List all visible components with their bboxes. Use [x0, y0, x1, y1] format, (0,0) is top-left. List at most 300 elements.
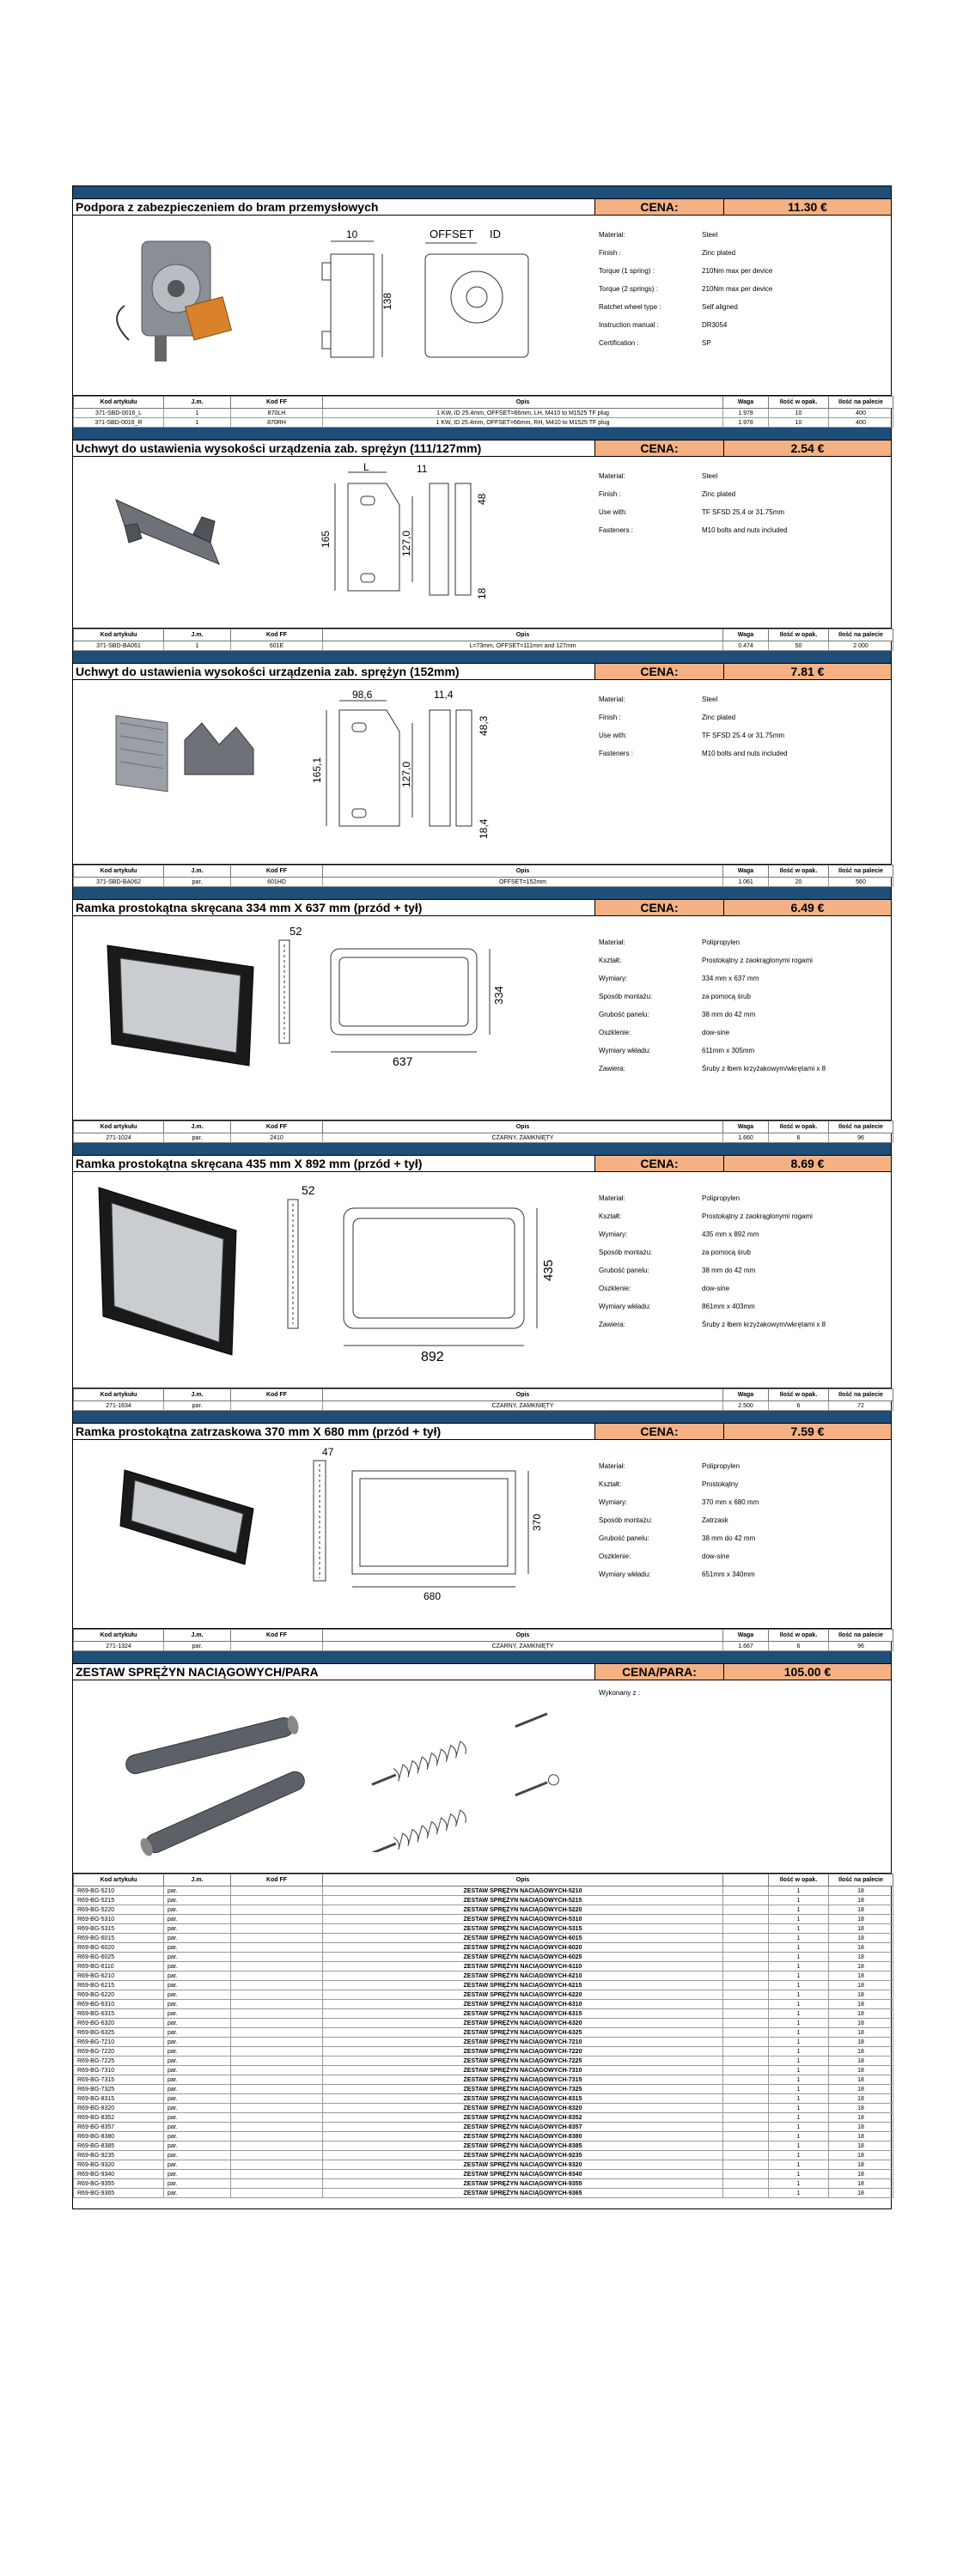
table-cell: 1 — [769, 2104, 829, 2113]
table-cell: ZESTAW SPRĘŻYN NACIĄGOWYCH-8315 — [323, 2094, 723, 2104]
table-cell: 18 — [829, 2066, 893, 2075]
spec-value: Steel — [702, 472, 718, 480]
table-row — [74, 1886, 893, 1896]
table-cell: 1 KW, ID 25.4mm, OFFSET=66mm, RH, M410 to M1525 TF plug — [323, 418, 723, 428]
spec-row — [599, 1189, 891, 1207]
spec-key: Wymiary: — [599, 1498, 628, 1506]
spec-value: M10 bolts and nuts included — [702, 526, 788, 534]
spec-row — [599, 987, 891, 1005]
spec-key: Use with: — [599, 508, 627, 516]
table-cell: 1.978 — [723, 418, 769, 428]
table-cell: ZESTAW SPRĘŻYN NACIĄGOWYCH-6025 — [323, 1953, 723, 1962]
spec-row — [599, 708, 891, 726]
table-cell — [723, 2057, 769, 2066]
table-cell — [231, 2160, 323, 2170]
table-row — [74, 2019, 893, 2028]
table-cell — [723, 2113, 769, 2123]
table-cell: par. — [164, 1953, 231, 1962]
spec-list — [599, 467, 891, 539]
table-cell: 1 — [769, 2009, 829, 2019]
table-cell — [723, 1896, 769, 1905]
table-cell — [723, 2075, 769, 2085]
table-cell: 18 — [829, 2019, 893, 2028]
table-cell: 18 — [829, 1915, 893, 1924]
item-table — [73, 1121, 893, 1143]
product-body — [73, 216, 891, 396]
table-cell: ZESTAW SPRĘŻYN NACIĄGOWYCH-9365 — [323, 2189, 723, 2198]
col-header: J.m. — [164, 1121, 231, 1133]
col-header: J.m. — [164, 1389, 231, 1401]
table-cell — [231, 2085, 323, 2094]
table-cell: par. — [164, 2123, 231, 2132]
product-body — [73, 1440, 891, 1629]
table-cell: ZESTAW SPRĘŻYN NACIĄGOWYCH-8385 — [323, 2142, 723, 2151]
table-cell: ZESTAW SPRĘŻYN NACIĄGOWYCH-6215 — [323, 1981, 723, 1990]
price-value: 7.81 € — [723, 664, 891, 679]
table-row — [74, 1915, 893, 1924]
spec-key: Wykonany z : — [599, 1689, 640, 1697]
table-row — [74, 1943, 893, 1953]
table-header — [74, 397, 893, 409]
spec-value: SP — [702, 339, 711, 347]
table-cell — [723, 2009, 769, 2019]
spec-key: Sposób montażu: — [599, 1516, 653, 1524]
product-header — [73, 663, 891, 680]
spec-key: Instruction manual : — [599, 321, 659, 329]
dim-label: 52 — [302, 1183, 315, 1197]
col-header: Ilość w opak. — [769, 1630, 829, 1642]
table-row — [74, 2038, 893, 2047]
table-cell: 1 — [769, 2038, 829, 2047]
table-row — [74, 1981, 893, 1990]
table-row — [74, 1905, 893, 1915]
technical-drawing — [288, 462, 563, 625]
table-cell: ZESTAW SPRĘŻYN NACIĄGOWYCH-7225 — [323, 2057, 723, 2066]
section-band — [73, 428, 891, 440]
product-photo — [107, 474, 245, 577]
spec-key: Oszklenie: — [599, 1029, 631, 1036]
table-cell: 1 — [769, 2066, 829, 2075]
table-cell: R69-BG-6220 — [74, 1990, 164, 2000]
col-header: Ilość w opak. — [769, 1874, 829, 1886]
spec-key: Ratchet wheel type : — [599, 303, 661, 311]
spec-value: 861mm x 403mm — [702, 1303, 755, 1310]
table-cell: ZESTAW SPRĘŻYN NACIĄGOWYCH-7325 — [323, 2085, 723, 2094]
table-cell: par. — [164, 2028, 231, 2038]
spec-key: Certification : — [599, 339, 639, 347]
table-cell — [723, 2151, 769, 2160]
table-cell — [723, 2066, 769, 2075]
table-cell: ZESTAW SPRĘŻYN NACIĄGOWYCH-8357 — [323, 2123, 723, 2132]
product-header — [73, 1155, 891, 1172]
spec-row — [599, 280, 891, 298]
table-cell: 271-1324 — [74, 1642, 164, 1651]
table-cell: 18 — [829, 2009, 893, 2019]
table-cell: R69-BG-6315 — [74, 2009, 164, 2019]
table-row — [74, 1896, 893, 1905]
spec-value: 38 mm do 42 mm — [702, 1011, 756, 1018]
table-row — [74, 418, 893, 428]
table-cell: R69-BG-6210 — [74, 1971, 164, 1981]
spec-row — [599, 1529, 891, 1547]
spec-value: Śruby z łbem krzyżakowym/wkrętami x 8 — [702, 1065, 826, 1072]
table-cell: ZESTAW SPRĘŻYN NACIĄGOWYCH-6310 — [323, 2000, 723, 2009]
spec-value: Self aligned — [702, 303, 738, 311]
table-row — [74, 2160, 893, 2170]
table-cell: par. — [164, 1133, 231, 1143]
table-cell: 18 — [829, 1886, 893, 1896]
table-cell — [723, 1971, 769, 1981]
table-cell: R69-BG-9355 — [74, 2179, 164, 2189]
table-cell: 1 — [769, 1971, 829, 1981]
table-cell: R69-BG-6015 — [74, 1934, 164, 1943]
table-cell — [723, 2094, 769, 2104]
table-cell: 1 — [769, 1934, 829, 1943]
product-photo — [90, 224, 262, 379]
table-cell — [231, 1962, 323, 1971]
table-cell: 1 — [769, 1886, 829, 1896]
spec-row — [599, 1297, 891, 1315]
col-header: J.m. — [164, 866, 231, 878]
technical-drawing — [296, 1445, 571, 1608]
table-cell: ZESTAW SPRĘŻYN NACIĄGOWYCH-5210 — [323, 1886, 723, 1896]
col-header: Kod FF — [231, 1121, 323, 1133]
table-cell: 1 — [769, 2160, 829, 2170]
spec-row — [599, 1493, 891, 1511]
table-cell: R69-BG-9365 — [74, 2189, 164, 2198]
table-cell — [231, 1642, 323, 1651]
table-cell — [723, 2019, 769, 2028]
dim-label: 138 — [381, 292, 393, 310]
table-cell — [723, 1990, 769, 2000]
col-header: Kod FF — [231, 629, 323, 641]
sheet-footer-space — [73, 2198, 891, 2208]
dim-label: 334 — [492, 986, 505, 1005]
table-cell: 1 — [769, 2132, 829, 2142]
table-row — [74, 1642, 893, 1651]
table-cell: 1 — [769, 1896, 829, 1905]
col-header: Kod artykułu — [74, 397, 164, 409]
table-row — [74, 2094, 893, 2104]
spec-key: Oszklenie: — [599, 1552, 631, 1560]
table-cell: R69-BG-9320 — [74, 2160, 164, 2170]
table-cell: par. — [164, 1962, 231, 1971]
table-cell: 18 — [829, 1934, 893, 1943]
table-cell: 18 — [829, 1981, 893, 1990]
col-header: Waga — [723, 629, 769, 641]
table-cell — [231, 2066, 323, 2075]
table-cell — [723, 1943, 769, 1953]
spec-value: za pomocą śrub — [702, 993, 751, 1000]
spec-key: Grubość panelu: — [599, 1267, 649, 1274]
table-cell: par. — [164, 2009, 231, 2019]
table-cell: par. — [164, 2160, 231, 2170]
spec-value: Zinc plated — [702, 714, 736, 721]
table-cell: ZESTAW SPRĘŻYN NACIĄGOWYCH-7210 — [323, 2038, 723, 2047]
product-photo — [107, 697, 262, 800]
table-cell: CZARNY, ZAMKNIĘTY — [323, 1401, 723, 1411]
table-cell: 2 000 — [829, 641, 893, 651]
table-cell — [231, 2132, 323, 2142]
table-cell — [231, 1953, 323, 1962]
table-cell — [231, 1905, 323, 1915]
dim-label: 47 — [322, 1446, 334, 1458]
section-band — [73, 887, 891, 899]
table-cell: 18 — [829, 2132, 893, 2142]
table-cell: R69-BG-8315 — [74, 2094, 164, 2104]
spec-key: Material: — [599, 696, 625, 703]
table-cell: R69-BG-6110 — [74, 1962, 164, 1971]
table-header — [74, 1630, 893, 1642]
spec-value: 334 mm x 637 mm — [702, 975, 759, 982]
spec-key: Zawiera: — [599, 1321, 625, 1328]
col-header: Ilość na palecie — [829, 1389, 893, 1401]
table-row — [74, 2189, 893, 2198]
table-cell: 72 — [829, 1401, 893, 1411]
table-cell — [231, 2123, 323, 2132]
table-cell: 1 — [769, 1962, 829, 1971]
table-cell: 10 — [769, 409, 829, 418]
spec-row — [599, 933, 891, 951]
table-cell: CZARNY, ZAMKNIĘTY — [323, 1642, 723, 1651]
table-cell: R69-BG-6320 — [74, 2019, 164, 2028]
spec-key: Kształt: — [599, 1480, 622, 1488]
col-header: Waga — [723, 866, 769, 878]
table-cell: par. — [164, 2066, 231, 2075]
table-header — [74, 1121, 893, 1133]
table-cell: R69-BG-6020 — [74, 1943, 164, 1953]
table-cell — [723, 1962, 769, 1971]
spec-value: dow-sine — [702, 1552, 730, 1560]
dim-label: 127,0 — [400, 530, 412, 556]
table-row — [74, 2000, 893, 2009]
product-body — [73, 457, 891, 629]
dim-label: 98,6 — [352, 689, 373, 701]
dim-label: 127,0 — [400, 761, 412, 787]
spec-value: Śruby z łbem krzyżakowym/wkrętami x 8 — [702, 1321, 826, 1328]
col-header: Opis — [323, 397, 723, 409]
table-cell: 1.660 — [723, 1133, 769, 1143]
spec-value: Steel — [702, 696, 718, 703]
col-header: Opis — [323, 1389, 723, 1401]
table-cell — [231, 1915, 323, 1924]
table-cell: 18 — [829, 1905, 893, 1915]
table-cell: R69-BG-6310 — [74, 2000, 164, 2009]
table-cell: ZESTAW SPRĘŻYN NACIĄGOWYCH-6315 — [323, 2009, 723, 2019]
table-cell: ZESTAW SPRĘŻYN NACIĄGOWYCH-9235 — [323, 2151, 723, 2160]
table-cell: R69-BG-7210 — [74, 2038, 164, 2047]
dim-label: 165 — [320, 530, 332, 548]
table-cell — [231, 1934, 323, 1943]
spec-key: Use with: — [599, 732, 627, 739]
spec-value: Polipropylen — [702, 1462, 741, 1470]
spec-value: dow-sine — [702, 1029, 730, 1036]
price-label: CENA: — [594, 1424, 723, 1439]
spec-value: 651mm x 340mm — [702, 1571, 755, 1578]
table-cell: 1 — [769, 2047, 829, 2057]
table-row — [74, 2075, 893, 2085]
col-header: Kod artykułu — [74, 1121, 164, 1133]
table-cell: ZESTAW SPRĘŻYN NACIĄGOWYCH-9340 — [323, 2170, 723, 2179]
spec-row — [599, 726, 891, 744]
spec-row — [599, 226, 891, 244]
spec-value: DR3054 — [702, 321, 728, 329]
table-cell: CZARNY, ZAMKNIĘTY — [323, 1133, 723, 1143]
table-cell: 1 — [164, 641, 231, 651]
table-cell: 1.978 — [723, 409, 769, 418]
table-cell — [723, 1886, 769, 1896]
table-cell: 400 — [829, 418, 893, 428]
table-cell: 18 — [829, 2085, 893, 2094]
table-cell: 1 — [769, 2000, 829, 2009]
table-cell: OFFSET=152mm — [323, 878, 723, 887]
table-cell: R69-BG-5315 — [74, 1924, 164, 1934]
item-table — [73, 1388, 893, 1411]
table-cell: 1 — [769, 1924, 829, 1934]
table-cell — [723, 1953, 769, 1962]
table-cell: par. — [164, 2057, 231, 2066]
spec-value: TF SFSD 25.4 or 31.75mm — [702, 508, 785, 516]
item-table — [73, 865, 893, 887]
table-cell: 18 — [829, 2057, 893, 2066]
table-cell: 18 — [829, 2028, 893, 2038]
table-cell: 18 — [829, 2123, 893, 2132]
spec-value: TF SFSD 25.4 or 31.75mm — [702, 732, 785, 739]
table-cell — [231, 2047, 323, 2057]
col-header: Ilość na palecie — [829, 1874, 893, 1886]
section-band — [73, 1143, 891, 1155]
table-cell — [231, 2170, 323, 2179]
table-cell — [723, 1924, 769, 1934]
table-row — [74, 2057, 893, 2066]
technical-drawing — [288, 689, 563, 852]
table-cell: par. — [164, 1896, 231, 1905]
spec-row — [599, 467, 891, 485]
table-cell — [723, 1905, 769, 1915]
table-cell: 1 — [769, 1981, 829, 1990]
spec-list — [599, 933, 891, 1078]
table-cell: 2410 — [231, 1133, 323, 1143]
col-header: Waga — [723, 397, 769, 409]
table-cell: 400 — [829, 409, 893, 418]
price-label: CENA: — [594, 664, 723, 679]
table-cell: 18 — [829, 2189, 893, 2198]
dim-label: ID — [490, 228, 501, 240]
table-cell: ZESTAW SPRĘŻYN NACIĄGOWYCH-6210 — [323, 1971, 723, 1981]
table-cell: R69-BG-9235 — [74, 2151, 164, 2160]
table-cell: ZESTAW SPRĘŻYN NACIĄGOWYCH-6325 — [323, 2028, 723, 2038]
table-cell: 18 — [829, 2038, 893, 2047]
table-cell: 6 — [769, 1642, 829, 1651]
table-cell: 18 — [829, 2104, 893, 2113]
dim-label: 435 — [541, 1259, 556, 1281]
table-header — [74, 1874, 893, 1886]
spec-list — [599, 226, 891, 352]
spec-value: M10 bolts and nuts included — [702, 750, 788, 757]
table-cell — [723, 2160, 769, 2170]
spec-key: Oszklenie: — [599, 1285, 631, 1292]
product-title: Uchwyt do ustawienia wysokości urządzenia zab. sprężyn (152mm) — [76, 665, 460, 678]
table-cell — [723, 1915, 769, 1924]
spec-key: Wymiary wkładu: — [599, 1571, 651, 1578]
table-cell — [231, 2009, 323, 2019]
table-cell: par. — [164, 2113, 231, 2123]
table-cell: 18 — [829, 1971, 893, 1981]
table-cell: par. — [164, 1905, 231, 1915]
spec-value: Polipropylen — [702, 1194, 741, 1202]
table-cell: par. — [164, 2019, 231, 2028]
table-cell: 18 — [829, 1962, 893, 1971]
table-cell: 371-SBD-0016_R — [74, 418, 164, 428]
table-cell: 18 — [829, 2179, 893, 2189]
spec-key: Finish : — [599, 714, 621, 721]
spec-key: Materiał: — [599, 939, 625, 946]
table-cell: R69-BG-6215 — [74, 1981, 164, 1990]
table-cell: 1 — [769, 2123, 829, 2132]
table-cell: ZESTAW SPRĘŻYN NACIĄGOWYCH-5315 — [323, 1924, 723, 1934]
price-label: CENA: — [594, 1156, 723, 1171]
col-header: Ilość na palecie — [829, 1630, 893, 1642]
col-header: J.m. — [164, 397, 231, 409]
table-cell: par. — [164, 1981, 231, 1990]
table-cell: 0.474 — [723, 641, 769, 651]
table-cell — [723, 2132, 769, 2142]
table-cell: ZESTAW SPRĘŻYN NACIĄGOWYCH-7315 — [323, 2075, 723, 2085]
dim-label: 11,4 — [434, 689, 454, 701]
price-label: CENA: — [594, 199, 723, 215]
table-cell: par. — [164, 2170, 231, 2179]
table-cell: ZESTAW SPRĘŻYN NACIĄGOWYCH-6320 — [323, 2019, 723, 2028]
dim-label: 680 — [424, 1590, 442, 1602]
table-cell: R69-BG-7220 — [74, 2047, 164, 2057]
table-cell: 6 — [769, 1401, 829, 1411]
table-cell: 18 — [829, 2170, 893, 2179]
table-cell: R69-BG-7225 — [74, 2057, 164, 2066]
table-cell: ZESTAW SPRĘŻYN NACIĄGOWYCH-5220 — [323, 1905, 723, 1915]
dim-label: 48,3 — [478, 715, 490, 736]
spec-row — [599, 521, 891, 539]
table-cell: par. — [164, 1886, 231, 1896]
product-header — [73, 1423, 891, 1440]
table-cell: 1 — [769, 2151, 829, 2160]
technical-drawing — [296, 224, 571, 379]
table-cell: 371-SBD-BA062 — [74, 878, 164, 887]
table-cell — [231, 2113, 323, 2123]
table-cell: par. — [164, 2179, 231, 2189]
table-cell: 1 — [769, 2028, 829, 2038]
section-band — [73, 1651, 891, 1663]
item-table — [73, 1629, 893, 1651]
table-cell: 1 — [769, 2057, 829, 2066]
table-cell: 50 — [769, 641, 829, 651]
table-cell — [231, 2075, 323, 2085]
table-cell: ZESTAW SPRĘŻYN NACIĄGOWYCH-8380 — [323, 2132, 723, 2142]
col-header: Ilość na palecie — [829, 397, 893, 409]
table-cell: R69-BG-9340 — [74, 2170, 164, 2179]
spec-value: Zinc plated — [702, 490, 736, 498]
table-row — [74, 1934, 893, 1943]
spec-row — [599, 1060, 891, 1078]
table-cell: 1 — [769, 1943, 829, 1953]
col-header: Kod artykułu — [74, 1630, 164, 1642]
product-body — [73, 1172, 891, 1388]
table-cell: 870RH — [231, 418, 323, 428]
col-header: Ilość w opak. — [769, 1121, 829, 1133]
table-cell — [231, 2104, 323, 2113]
table-cell: 18 — [829, 2000, 893, 2009]
table-cell: 1 — [769, 2085, 829, 2094]
table-cell: 1 — [164, 418, 231, 428]
